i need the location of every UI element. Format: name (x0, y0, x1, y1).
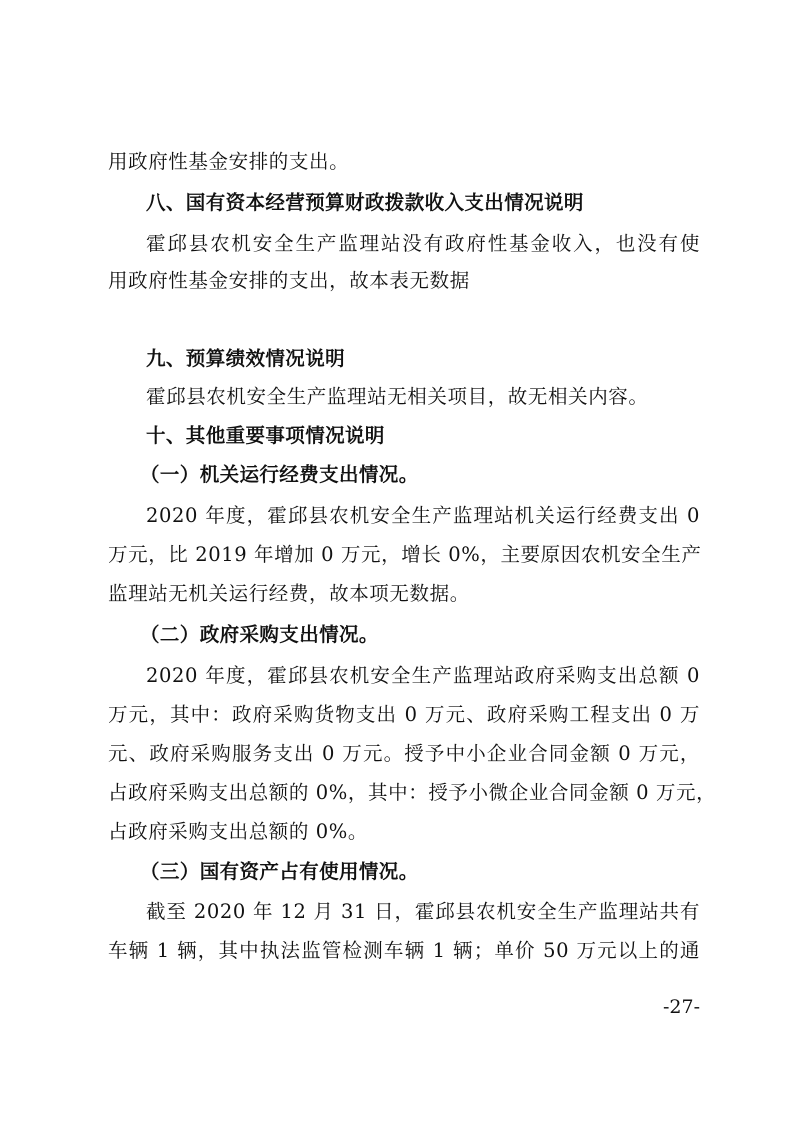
paragraph-line: 监理站无机关运行经费，故本项无数据。 (108, 582, 470, 605)
subsection-heading-1: （一）机关运行经费支出情况。 (140, 463, 419, 486)
page-number: -27- (662, 996, 700, 1018)
section-heading-9: 九、预算绩效情况说明 (146, 347, 346, 370)
paragraph-line: 霍邱县农机安全生产监理站无相关项目，故无相关内容。 (146, 385, 649, 408)
paragraph-line: 元、政府采购服务支出 0 万元。授予中小企业合同金额 0 万元， (108, 742, 700, 765)
paragraph-line: 2020 年度，霍邱县农机安全生产监理站机关运行经费支出 0 (146, 504, 700, 527)
paragraph-line: 车辆 1 辆，其中执法监管检测车辆 1 辆；单价 50 万元以上的通 (108, 939, 700, 962)
subsection-heading-2: （二）政府采购支出情况。 (140, 623, 379, 646)
paragraph-line: 霍邱县农机安全生产监理站没有政府性基金收入，也没有使 (146, 232, 700, 255)
paragraph-line: 用政府性基金安排的支出。 (108, 150, 350, 173)
paragraph-line: 万元，比 2019 年增加 0 万元，增长 0%，主要原因农机安全生产 (108, 543, 702, 566)
paragraph-line: 占政府采购支出总额的 0%。 (108, 820, 369, 843)
paragraph-line: 截至 2020 年 12 月 31 日，霍邱县农机安全生产监理站共有 (146, 900, 700, 923)
paragraph-line: 占政府采购支出总额的 0%，其中：授予小微企业合同金额 0 万元， (108, 781, 717, 804)
paragraph-line: 用政府性基金安排的支出，故本表无数据 (108, 269, 470, 292)
subsection-heading-3: （三）国有资产占有使用情况。 (140, 860, 419, 883)
section-heading-8: 八、国有资本经营预算财政拨款收入支出情况说明 (146, 191, 584, 214)
paragraph-line: 2020 年度，霍邱县农机安全生产监理站政府采购支出总额 0 (146, 664, 700, 687)
paragraph-line: 万元，其中：政府采购货物支出 0 万元、政府采购工程支出 0 万 (108, 703, 700, 726)
section-heading-10: 十、其他重要事项情况说明 (146, 424, 385, 447)
